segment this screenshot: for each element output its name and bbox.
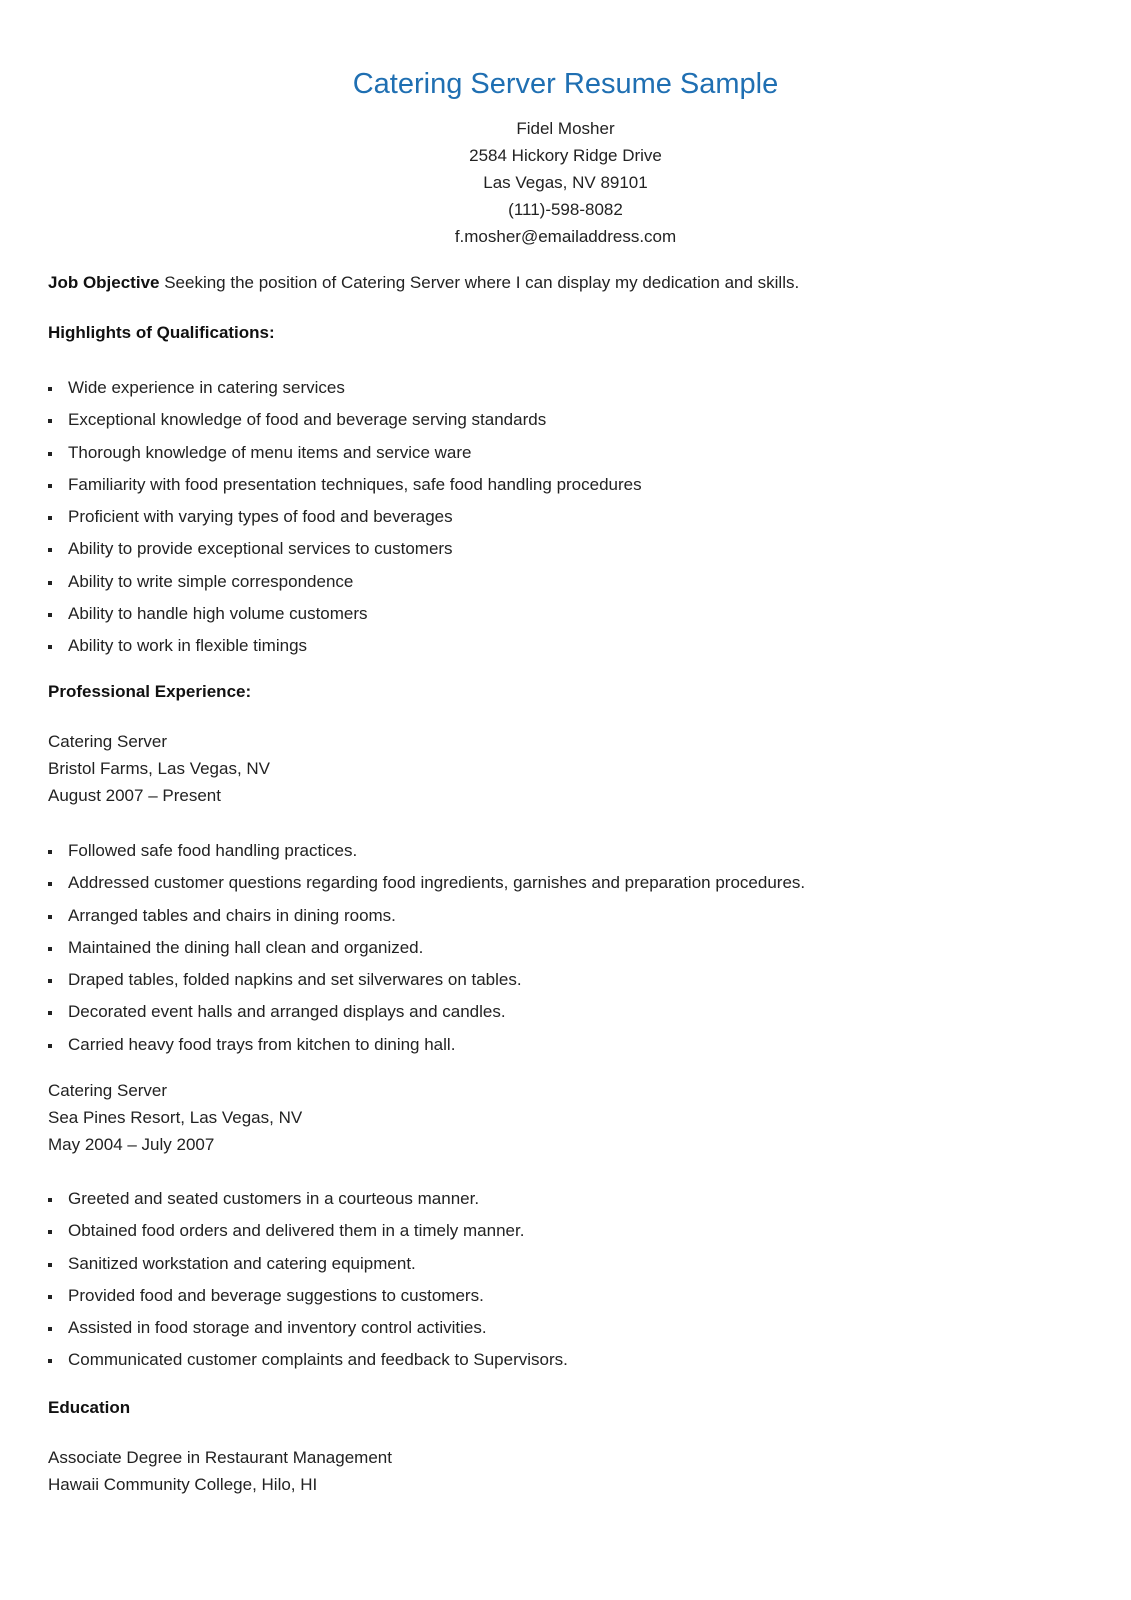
objective-label: Job Objective (48, 273, 160, 292)
job-2-header (48, 1077, 302, 1158)
list-item: Proficient with varying types of food and beverages (48, 501, 642, 533)
job-title: Catering Server (48, 732, 168, 751)
job-company: Bristol Farms, Las Vegas, NV (48, 759, 271, 778)
highlights-list (48, 372, 642, 663)
list-item: Wide experience in catering services (48, 372, 642, 404)
education-heading: Education (48, 1398, 131, 1417)
contact-email: f.mosher@emailaddress.com (454, 227, 677, 246)
list-item: Addressed customer questions regarding food ingredients, garnishes and preparation procedures. (48, 867, 805, 899)
contact-city: Las Vegas, NV 89101 (483, 173, 648, 192)
list-item: Obtained food orders and delivered them in a timely manner. (48, 1215, 568, 1247)
job-dates: August 2007 – Present (48, 786, 221, 805)
experience-heading: Professional Experience: (48, 682, 252, 701)
list-item: Assisted in food storage and inventory control activities. (48, 1312, 568, 1344)
list-item: Sanitized workstation and catering equipment. (48, 1248, 568, 1280)
contact-block (0, 115, 1131, 250)
job-1-header (48, 728, 270, 809)
job-title: Catering Server (48, 1081, 168, 1100)
job-objective (48, 269, 799, 296)
list-item: Maintained the dining hall clean and organized. (48, 932, 805, 964)
list-item: Exceptional knowledge of food and beverage serving standards (48, 404, 642, 436)
job-dates: May 2004 – July 2007 (48, 1135, 215, 1154)
list-item: Thorough knowledge of menu items and service ware (48, 437, 642, 469)
list-item: Familiarity with food presentation techniques, safe food handling procedures (48, 469, 642, 501)
education-school: Hawaii Community College, Hilo, HI (48, 1475, 318, 1494)
list-item: Draped tables, folded napkins and set silverwares on tables. (48, 964, 805, 996)
list-item: Ability to handle high volume customers (48, 598, 642, 630)
list-item: Greeted and seated customers in a courteous manner. (48, 1183, 568, 1215)
list-item: Followed safe food handling practices. (48, 835, 805, 867)
objective-text: Seeking the position of Catering Server where I can display my dedication and skills. (159, 273, 800, 292)
job-2-duties (48, 1183, 568, 1377)
contact-phone: (111)-598-8082 (508, 200, 623, 219)
page-title: Catering Server Resume Sample (352, 68, 779, 100)
list-item: Ability to write simple correspondence (48, 566, 642, 598)
list-item: Ability to work in flexible timings (48, 630, 642, 662)
education-block (48, 1444, 392, 1498)
contact-name: Fidel Mosher (516, 119, 615, 138)
list-item: Arranged tables and chairs in dining rooms. (48, 900, 805, 932)
list-item: Provided food and beverage suggestions to customers. (48, 1280, 568, 1312)
contact-street: 2584 Hickory Ridge Drive (469, 146, 662, 165)
job-1-duties (48, 835, 805, 1061)
education-degree: Associate Degree in Restaurant Management (48, 1448, 392, 1467)
job-company: Sea Pines Resort, Las Vegas, NV (48, 1108, 303, 1127)
highlights-heading: Highlights of Qualifications: (48, 323, 275, 342)
list-item: Carried heavy food trays from kitchen to dining hall. (48, 1029, 805, 1061)
list-item: Decorated event halls and arranged displays and candles. (48, 996, 805, 1028)
list-item: Ability to provide exceptional services to customers (48, 533, 642, 565)
list-item: Communicated customer complaints and feedback to Supervisors. (48, 1344, 568, 1376)
